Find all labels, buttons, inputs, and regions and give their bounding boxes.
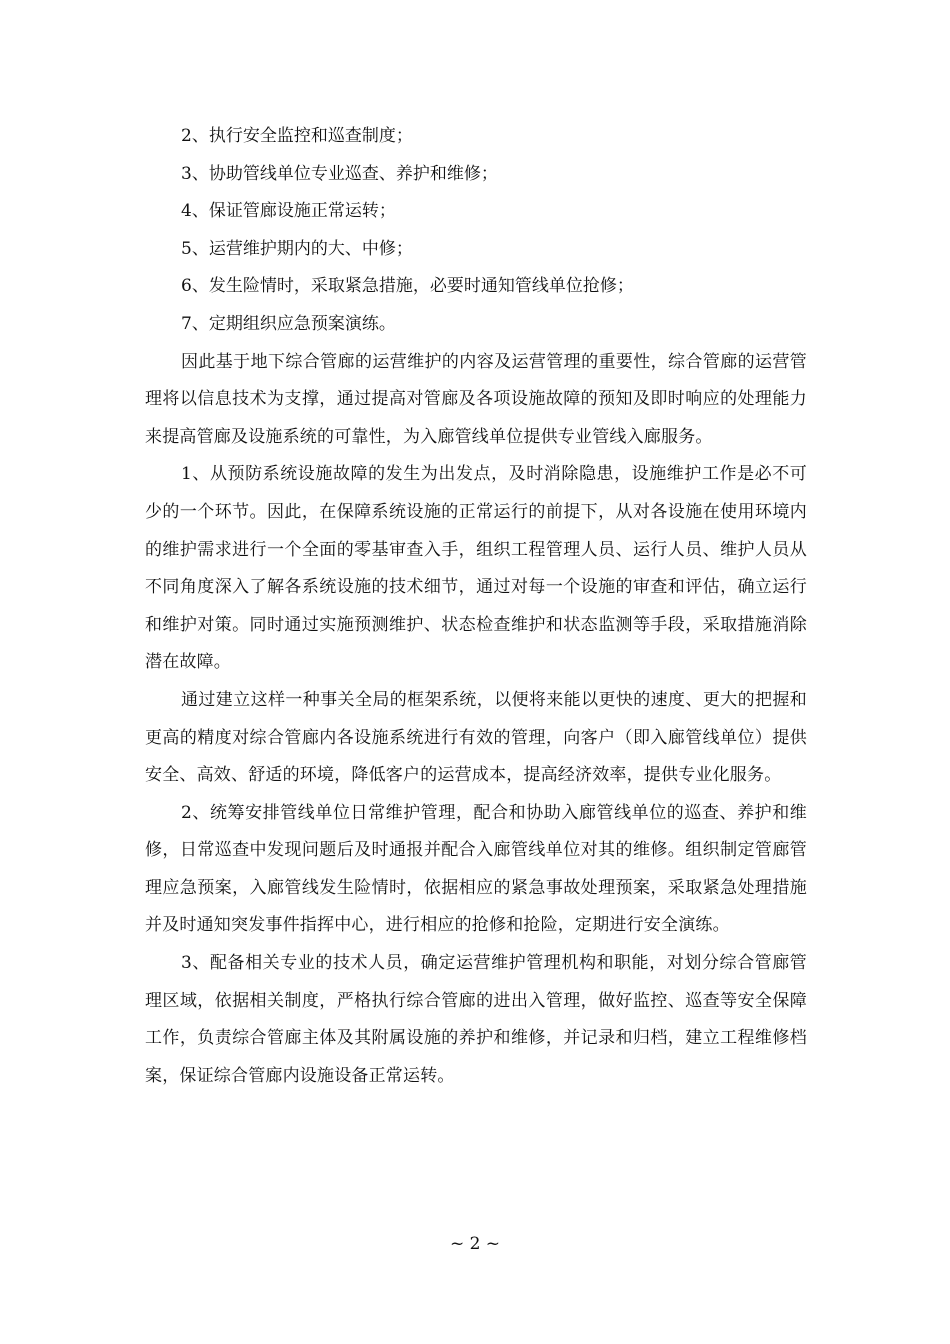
document-body bbox=[145, 118, 807, 1095]
list-item: 3、协助管线单位专业巡查、养护和维修； bbox=[181, 163, 498, 184]
paragraph-item-2: 2、统筹安排管线单位日常维护管理，配合和协助入廊管线单位的巡查、养护和维修，日常巡查中发现问题后及时通报并配合入廊管线单位对其的维修。组织制定管廊管理应急预案，入廊管线发生险情时，依据相应的紧急事故处理预案，采取紧急处理措施并及时通知突发事件指挥中心，进行相应的抢修和抢险，定期进行安全演练。 bbox=[145, 802, 807, 936]
paragraph-item-3: 3、配备相关专业的技术人员，确定运营维护管理机构和职能，对划分综合管廊管理区域，依据相关制度，严格执行综合管廊的进出入管理，做好监控、巡查等安全保障工作，负责综合管廊主体及其附属设施的养护和维修，并记录和归档，建立工程维修档案，保证综合管廊内设施设备正常运转。 bbox=[145, 953, 807, 1086]
paragraph-framework: 通过建立这样一种事关全局的框架系统，以便将来能以更快的速度、更大的把握和更高的精度对综合管廊内各设施系统进行有效的管理，向客户（即入廊管线单位）提供安全、高效、舒适的环境，降低客户的运营成本，提高经济效率，提供专业化服务。 bbox=[145, 689, 807, 786]
list-item: 5、运营维护期内的大、中修； bbox=[181, 238, 413, 259]
page-number: ~ 2 ~ bbox=[449, 1234, 501, 1254]
paragraph-intro: 因此基于地下综合管廊的运营维护的内容及运营管理的重要性，综合管廊的运营管理将以信息技术为支撑，通过提高对管廊及各项设施故障的预知及即时响应的处理能力来提高管廊及设施系统的可靠性，为入廊管线单位提供专业管线入廊服务。 bbox=[145, 351, 807, 447]
paragraph-item-1: 1、从预防系统设施故障的发生为出发点，及时消除隐患，设施维护工作是必不可少的一个环节。因此，在保障系统设施的正常运行的前提下，从对各设施在使用环境内的维护需求进行一个全面的零基审查入手，组织工程管理人员、运行人员、维护人员从不同角度深入了解各系统设施的技术细节，通过对每一个设施的审查和评估，确立运行和维护对策。同时通过实施预测维护、状态检查维护和状态监测等手段，采取措施消除潜在故障。 bbox=[145, 464, 807, 673]
list-item: 7、定期组织应急预案演练。 bbox=[181, 313, 396, 334]
list-item: 6、发生险情时，采取紧急措施，必要时通知管线单位抢修； bbox=[181, 276, 634, 297]
list-item: 4、保证管廊设施正常运转； bbox=[181, 201, 396, 222]
list-item: 2、执行安全监控和巡查制度； bbox=[181, 126, 413, 146]
